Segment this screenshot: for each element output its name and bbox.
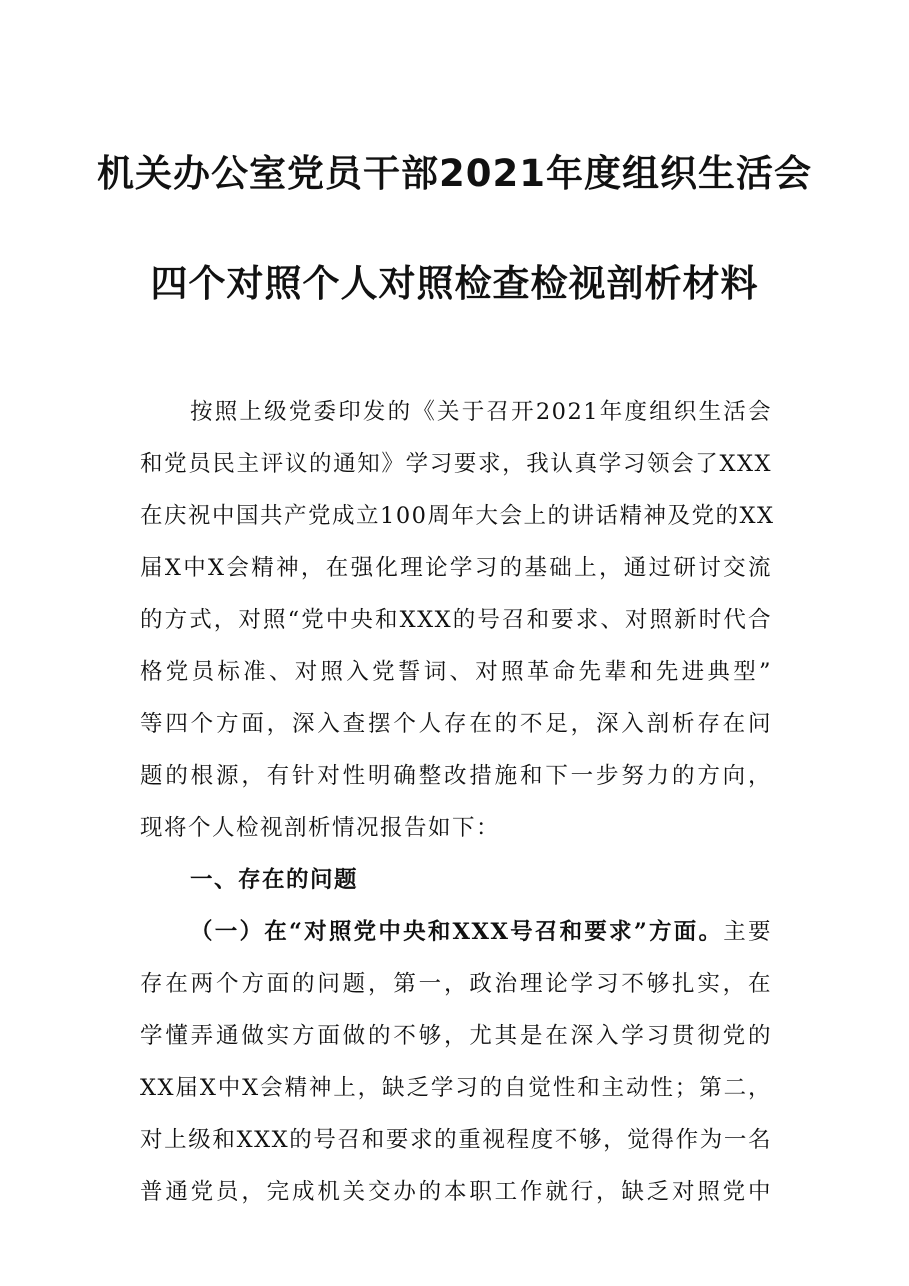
- intro-paragraph-line: 在庆祝中国共产党成立100周年大会上的讲话精神及党的XX: [140, 503, 775, 529]
- intro-paragraph-line: 的方式，对照“党中央和XXX的号召和要求、对照新时代合: [140, 607, 772, 633]
- section-heading-problems: 一、存在的问题: [190, 867, 359, 893]
- intro-paragraph-line: 和党员民主评议的通知》学习要求，我认真学习领会了XXX: [140, 451, 772, 477]
- subsection-paragraph-line: 对上级和XXX的号召和要求的重视程度不够，觉得作为一名: [140, 1127, 772, 1153]
- subsection-paragraph-line: XX届X中X会精神上，缺乏学习的自觉性和主动性；第二，: [140, 1075, 772, 1101]
- intro-paragraph-line: 按照上级党委印发的《关于召开2021年度组织生活会: [190, 399, 772, 425]
- intro-paragraph-line: 格党员标准、对照入党誓词、对照革命先辈和先进典型”: [140, 659, 772, 685]
- document-title-line-2: 四个对照个人对照检查检视剖析材料: [150, 262, 759, 305]
- subsection-paragraph-line: 学懂弄通做实方面做的不够，尤其是在深入学习贯彻党的: [140, 1023, 772, 1049]
- subsection-first-line: [190, 917, 772, 947]
- intro-paragraph-line: 现将个人检视剖析情况报告如下：: [140, 815, 501, 841]
- intro-paragraph-line: 等四个方面，深入查摆个人存在的不足，深入剖析存在问: [140, 711, 772, 737]
- document-title-line-1: 机关办公室党员干部2021年度组织生活会: [97, 152, 812, 195]
- subsection-paragraph-line: 存在两个方面的问题，第一，政治理论学习不够扎实，在: [140, 971, 772, 997]
- intro-paragraph-line: 题的根源，有针对性明确整改措施和下一步努力的方向，: [140, 763, 772, 789]
- intro-paragraph-line: 届X中X会精神，在强化理论学习的基础上，通过研讨交流: [140, 555, 772, 581]
- subsection-paragraph-line: 普通党员，完成机关交办的本职工作就行，缺乏对照党中: [140, 1179, 772, 1205]
- subsection-heading: （一）在“对照党中央和XXX号召和要求”方面。: [190, 919, 724, 945]
- subsection-first-text: 主要: [723, 919, 772, 945]
